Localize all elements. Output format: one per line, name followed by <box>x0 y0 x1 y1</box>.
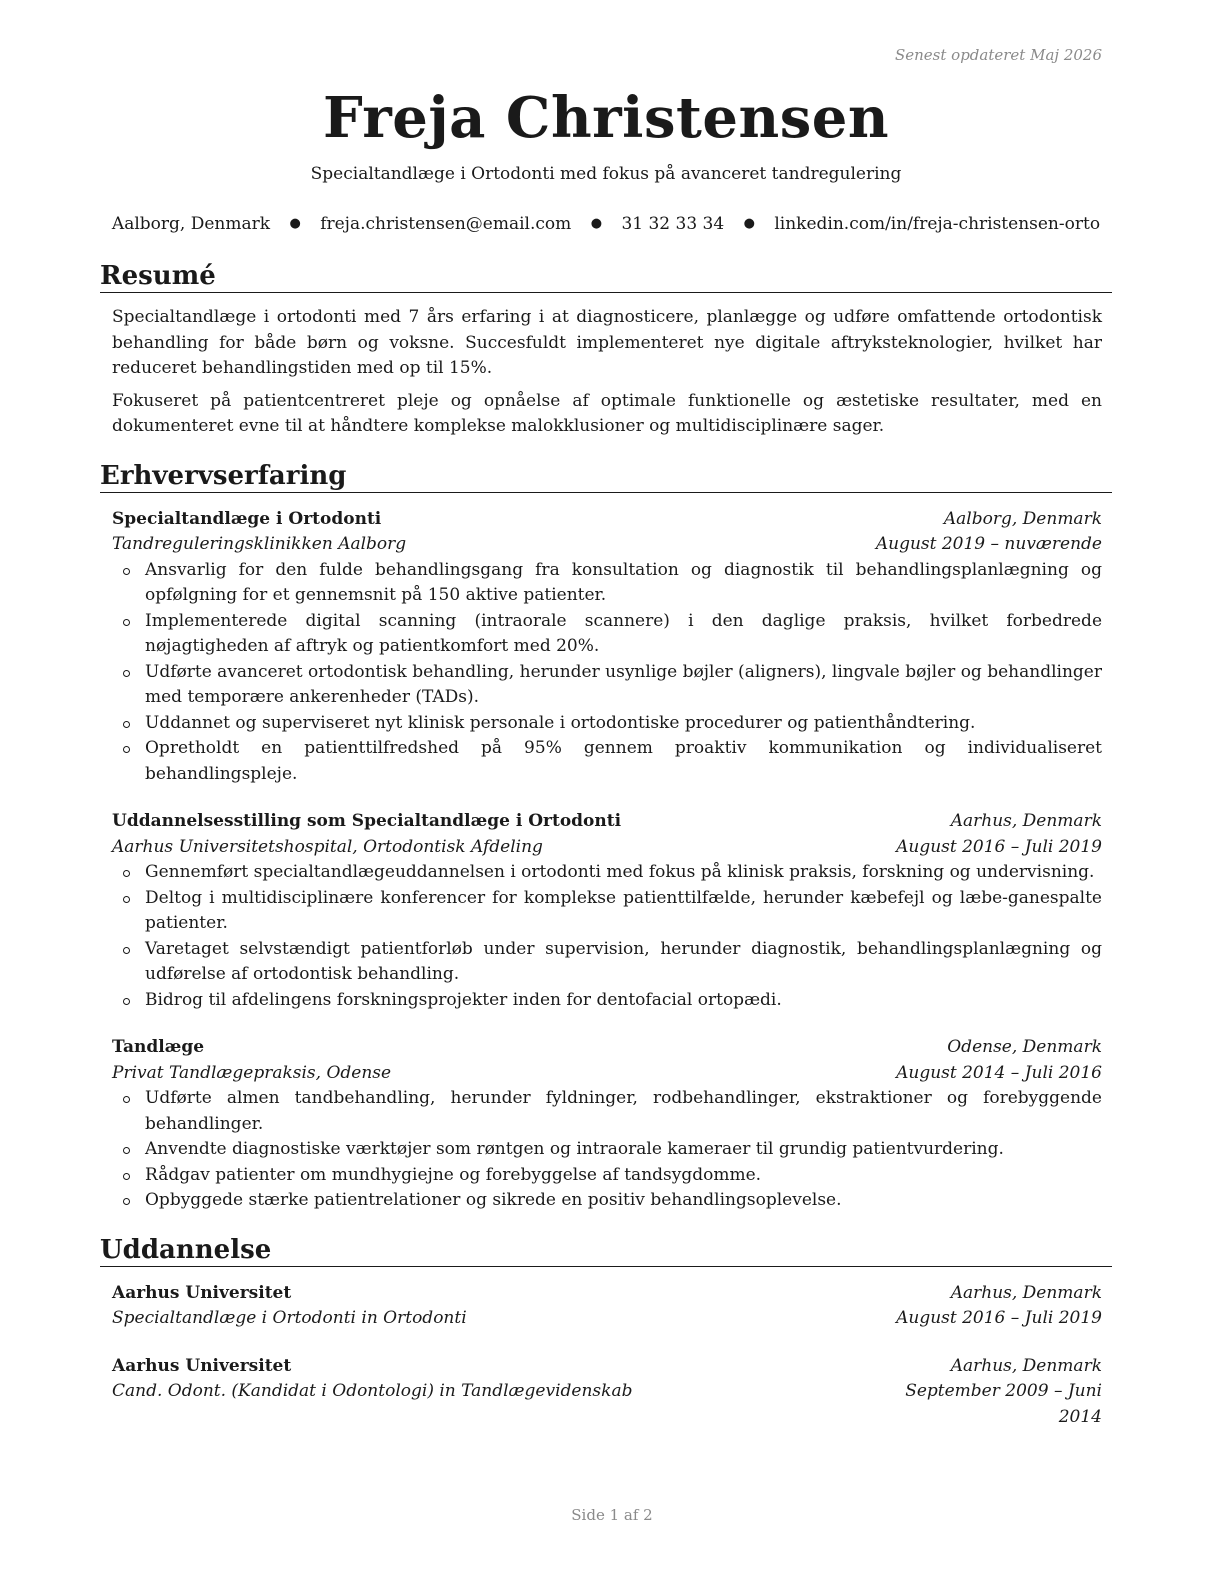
bullet-item: Implementerede digital scanning (intraorale scannere) i den daglige praksis, hvilket forbedrede nøjagtigheden af aftryk og patientkomfort med 20%. <box>145 609 1102 660</box>
page-number: Side 1 af 2 <box>571 1506 653 1524</box>
summary-section <box>100 262 1112 439</box>
bullet-item: Udførte almen tandbehandling, herunder fyldninger, rodbehandlinger, ekstraktioner og forebyggende behandlinger. <box>145 1086 1102 1137</box>
bullet-item: Varetaget selvstændigt patientforløb under supervision, herunder diagnostik, behandlingsplanlægning og udførelse af ortodontisk behandling. <box>145 937 1102 988</box>
bullet-item: Opbyggede stærke patientrelationer og sikrede en positiv behandlingsoplevelse. <box>145 1188 1102 1214</box>
job-organization: Aarhus Universitetshospital, Ortodontisk Afdeling <box>112 836 543 857</box>
section-title-education: Uddannelse <box>100 1236 1112 1267</box>
degree: Specialtandlæge i Ortodonti in Ortodonti <box>112 1308 467 1329</box>
job-bullets <box>112 860 1102 1013</box>
school-name: Aarhus Universitet <box>112 1355 292 1376</box>
education-dates: September 2009 – Juni 2014 <box>905 1381 1102 1427</box>
job-organization: Privat Tandlægepraksis, Odense <box>112 1062 392 1083</box>
bullet-item: Gennemført specialtandlægeuddannelsen i ortodonti med fokus på klinisk praksis, forskning og undervisning. <box>145 860 1102 886</box>
job-bullets <box>112 558 1102 788</box>
contact-location: Aalborg, Denmark <box>111 214 271 235</box>
section-title-summary: Resumé <box>100 262 1112 293</box>
bullet-item: Ansvarlig for den fulde behandlingsgang fra konsultation og diagnostik til behandlingsplanlægning og opfølgning for et gennemsnit på 150 aktive patienter. <box>145 558 1102 609</box>
school-name: Aarhus Universitet <box>112 1282 292 1303</box>
contact-line <box>100 214 1112 234</box>
summary-paragraph: Fokuseret på patientcentreret pleje og opnåelse af optimale funktionelle og æstetiske resultater, med en dokumenteret evne til at håndtere komplekse malokklusioner og multidisciplinære sager. <box>112 390 1102 437</box>
job-title: Specialtandlæge i Ortodonti <box>112 508 382 529</box>
bullet-item: Opretholdt en patienttilfredshed på 95% gennem proaktiv kommunikation og individualiseret behandlingspleje. <box>145 736 1102 787</box>
tagline: Specialtandlæge i Ortodonti med fokus på avanceret tandregulering <box>310 164 902 185</box>
job-title: Tandlæge <box>112 1037 205 1058</box>
education-entry <box>112 1354 1102 1431</box>
contact-phone: 31 32 33 34 <box>621 214 725 235</box>
job-dates: August 2014 – Juli 2016 <box>896 1062 1102 1083</box>
job-dates: August 2016 – Juli 2019 <box>896 836 1102 857</box>
job-entry <box>112 809 1102 1013</box>
bullet-item: Uddannet og superviseret nyt klinisk personale i ortodontiske procedurer og patienthåndtering. <box>145 711 1102 737</box>
job-location: Aarhus, Denmark <box>950 811 1102 832</box>
degree: Cand. Odont. (Kandidat i Odontologi) in Tandlægevidenskab <box>112 1381 633 1402</box>
job-organization: Tandreguleringsklinikken Aalborg <box>112 534 407 555</box>
section-title-experience: Erhvervserfaring <box>100 462 1112 493</box>
contact-email-link[interactable]: freja.christensen@email.com <box>320 214 572 235</box>
job-bullets <box>112 1086 1102 1214</box>
education-entry <box>112 1281 1102 1332</box>
school-location: Aarhus, Denmark <box>950 1282 1102 1303</box>
bullet-item: Anvendte diagnostiske værktøjer som røntgen og intraorale kameraer til grundig patientvurdering. <box>145 1137 1102 1163</box>
bullet-item: Rådgav patienter om mundhygiejne og forebyggelse af tandsygdomme. <box>145 1163 1102 1189</box>
separator-dot-icon: ● <box>590 216 603 232</box>
last-updated: Senest opdateret Maj 2026 <box>894 46 1102 64</box>
job-dates: August 2019 – nuværende <box>875 534 1102 555</box>
education-dates: August 2016 – Juli 2019 <box>896 1308 1102 1329</box>
summary-paragraph: Specialtandlæge i ortodonti med 7 års erfaring i at diagnosticere, planlægge og udføre omfattende ortodontisk behandling for både børn og voksne. Succesfuldt implementeret nye digitale aftryksteknologier, hvilket har reduceret behandlingstiden med op til 15%. <box>112 307 1102 379</box>
separator-dot-icon: ● <box>289 216 301 232</box>
school-location: Aarhus, Denmark <box>950 1355 1102 1376</box>
contact-linkedin-link[interactable]: linkedin.com/in/freja-christensen-orto <box>774 214 1101 235</box>
separator-dot-icon: ● <box>743 216 755 232</box>
job-location: Odense, Denmark <box>947 1037 1102 1058</box>
education-section <box>100 1236 1112 1430</box>
job-entry <box>112 507 1102 788</box>
candidate-name: Freja Christensen <box>322 85 890 151</box>
bullet-item: Udførte avanceret ortodontisk behandling, herunder usynlige bøjler (aligners), lingvale bøjler og behandlinger med temporære ankerenheder (TADs). <box>145 660 1102 711</box>
bullet-item: Deltog i multidisciplinære konferencer for komplekse patienttilfælde, herunder kæbefejl og læbe-ganespalte patienter. <box>145 886 1102 937</box>
job-title: Uddannelsesstilling som Specialtandlæge i Ortodonti <box>112 811 622 832</box>
bullet-item: Bidrog til afdelingens forskningsprojekter inden for dentofacial ortopædi. <box>145 988 1102 1014</box>
experience-section <box>100 462 1112 1214</box>
job-entry <box>112 1035 1102 1214</box>
job-location: Aalborg, Denmark <box>943 508 1102 529</box>
